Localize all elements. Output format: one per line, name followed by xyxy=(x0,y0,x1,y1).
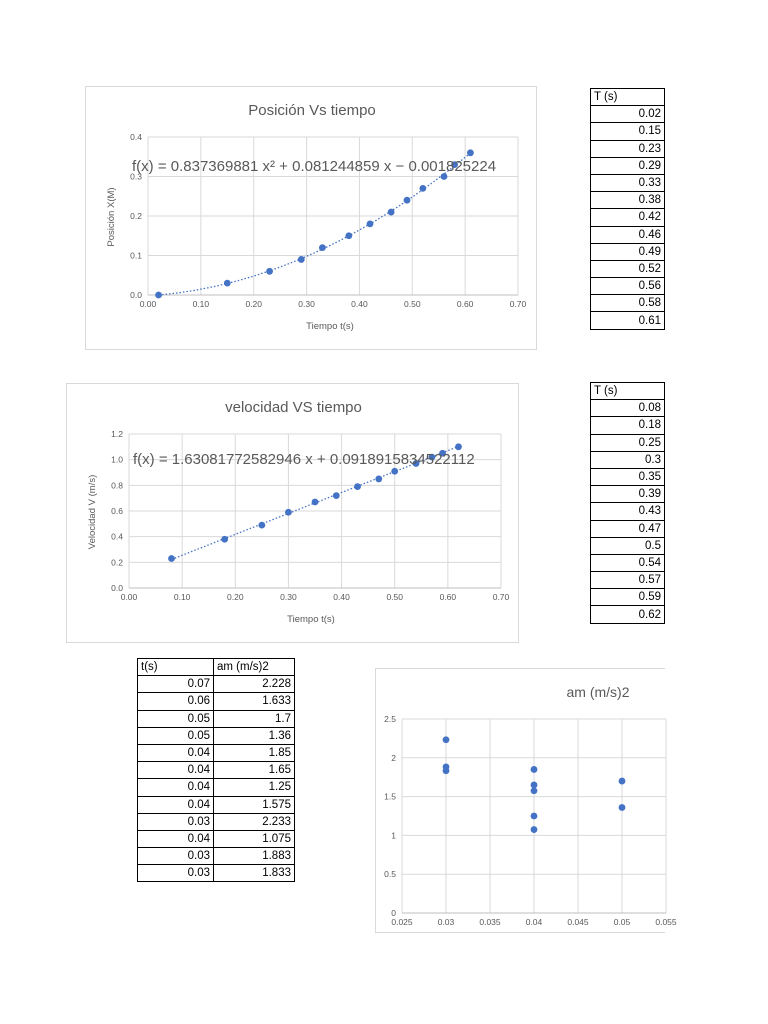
x-tick-label: 0.50 xyxy=(386,592,403,602)
data-point[interactable] xyxy=(375,476,382,483)
table-row xyxy=(138,710,295,727)
table-cell[interactable]: 0.15 xyxy=(591,123,665,140)
data-point[interactable] xyxy=(221,536,228,543)
table-row xyxy=(591,520,665,537)
y-tick-label: 0.2 xyxy=(130,211,142,221)
table-cell[interactable]: 1.36 xyxy=(214,727,295,744)
x-axis-label: Tiempo t(s) xyxy=(287,614,335,625)
table-row xyxy=(591,243,665,260)
table-cell[interactable]: 0.5 xyxy=(591,537,665,554)
x-tick-label: 0.025 xyxy=(391,917,413,927)
table-cell[interactable]: 0.59 xyxy=(591,589,665,606)
data-point[interactable] xyxy=(333,492,340,499)
table-row xyxy=(591,400,665,417)
table-row xyxy=(591,312,665,329)
position-chart-svg xyxy=(86,87,538,351)
x-tick-label: 0.30 xyxy=(280,592,297,602)
table-row xyxy=(591,606,665,623)
velocity-vs-time-chart[interactable] xyxy=(66,383,519,643)
table-header-cell[interactable]: am (m/s)2 xyxy=(214,659,295,676)
table-cell[interactable]: 0.04 xyxy=(138,796,214,813)
table-cell[interactable]: 1.85 xyxy=(214,744,295,761)
data-point[interactable] xyxy=(531,766,538,773)
x-tick-label: 0.03 xyxy=(437,917,455,927)
table-row xyxy=(591,106,665,123)
table-cell[interactable]: 0.03 xyxy=(138,848,214,865)
table-header-cell[interactable]: T (s) xyxy=(591,383,665,400)
acceleration-table xyxy=(137,658,295,882)
table-cell[interactable]: 0.04 xyxy=(138,830,214,847)
table-cell[interactable]: 0.62 xyxy=(591,606,665,623)
table-cell[interactable]: 1.7 xyxy=(214,710,295,727)
data-point[interactable] xyxy=(354,483,361,490)
table-cell[interactable]: 1.633 xyxy=(214,693,295,710)
x-tick-label: 0.60 xyxy=(456,299,474,309)
table-cell[interactable]: 2.233 xyxy=(214,813,295,830)
y-tick-label: 0.2 xyxy=(111,557,123,568)
data-point[interactable] xyxy=(258,522,265,529)
table-header-cell[interactable]: t(s) xyxy=(138,659,214,676)
table-cell[interactable]: 0.47 xyxy=(591,520,665,537)
table-row xyxy=(591,123,665,140)
table-header-row xyxy=(138,659,295,676)
table-row xyxy=(591,417,665,434)
data-point[interactable] xyxy=(285,509,292,516)
data-point[interactable] xyxy=(455,443,462,450)
table-row xyxy=(138,727,295,744)
data-point[interactable] xyxy=(531,826,538,833)
y-tick-label: 1.5 xyxy=(384,791,396,802)
table-cell[interactable]: 0.08 xyxy=(591,400,665,417)
time-table-velocity xyxy=(590,382,665,624)
table-row xyxy=(591,140,665,157)
table-cell[interactable]: 0.03 xyxy=(138,813,214,830)
x-tick-label: 0.40 xyxy=(351,299,368,309)
table-cell[interactable]: 0.02 xyxy=(591,106,665,123)
table-row xyxy=(591,209,665,226)
table-row xyxy=(138,676,295,693)
table-cell[interactable]: 0.33 xyxy=(591,174,665,191)
acceleration-chart[interactable] xyxy=(375,668,677,933)
y-tick-label: 0.4 xyxy=(130,132,142,142)
y-tick-label: 0.6 xyxy=(111,506,123,516)
data-point[interactable] xyxy=(619,804,626,811)
table-header-row xyxy=(591,89,665,106)
x-tick-label: 0.05 xyxy=(613,917,631,927)
chart-title: am (m/s)2 xyxy=(566,684,630,700)
y-tick-label: 0.4 xyxy=(111,531,123,542)
data-point[interactable] xyxy=(266,268,273,275)
acceleration-chart-svg xyxy=(376,669,677,934)
data-point[interactable] xyxy=(168,555,175,562)
x-tick-label: 0.055 xyxy=(655,917,677,927)
table-cell[interactable]: 2.228 xyxy=(214,676,295,693)
y-tick-label: 0.0 xyxy=(111,583,123,593)
table-header-row xyxy=(591,383,665,400)
table-cell[interactable]: 0.56 xyxy=(591,278,665,295)
table-cell[interactable]: 0.54 xyxy=(591,554,665,571)
table-row xyxy=(591,554,665,571)
y-tick-label: 0.3 xyxy=(130,171,142,182)
x-tick-label: 0.04 xyxy=(525,917,543,927)
table-row xyxy=(591,537,665,554)
table-row xyxy=(138,813,295,830)
data-point[interactable] xyxy=(443,736,450,743)
x-tick-label: 0.00 xyxy=(120,592,138,602)
data-point[interactable] xyxy=(298,256,305,263)
table-row xyxy=(591,260,665,277)
table-cell[interactable]: 0.25 xyxy=(591,434,665,451)
table-row xyxy=(591,278,665,295)
chart-title: Posición Vs tiempo xyxy=(248,102,376,119)
table-row xyxy=(591,434,665,451)
table-cell[interactable]: 0.52 xyxy=(591,260,665,277)
x-tick-label: 0.00 xyxy=(139,299,157,309)
x-tick-label: 0.70 xyxy=(492,592,510,602)
trendline-equation: f(x) = 0.837369881 x² + 0.081244859 x − 0.001825224 xyxy=(132,158,497,175)
table-cell[interactable]: 0.58 xyxy=(591,295,665,312)
table-row xyxy=(591,174,665,191)
table-row xyxy=(138,796,295,813)
y-tick-label: 2 xyxy=(391,752,396,763)
table-row xyxy=(591,589,665,606)
table-cell[interactable]: 0.42 xyxy=(591,209,665,226)
table-cell[interactable]: 0.46 xyxy=(591,226,665,243)
data-point[interactable] xyxy=(531,787,538,794)
data-point[interactable] xyxy=(531,782,538,789)
table-cell[interactable]: 1.833 xyxy=(214,865,295,882)
table-row xyxy=(138,693,295,710)
y-tick-label: 0.8 xyxy=(111,480,123,491)
data-point[interactable] xyxy=(467,149,474,156)
x-tick-label: 0.10 xyxy=(192,299,210,309)
table-cell[interactable]: 0.57 xyxy=(591,572,665,589)
table-cell[interactable]: 0.43 xyxy=(591,503,665,520)
y-tick-label: 2.5 xyxy=(384,714,396,724)
table-cell[interactable]: 0.29 xyxy=(591,157,665,174)
data-point[interactable] xyxy=(619,778,626,785)
table-row xyxy=(591,295,665,312)
table-row xyxy=(138,744,295,761)
y-tick-label: 1 xyxy=(391,830,396,841)
position-vs-time-chart[interactable] xyxy=(85,86,537,350)
table-row xyxy=(138,762,295,779)
x-tick-label: 0.045 xyxy=(567,917,589,927)
velocity-chart-svg xyxy=(67,384,520,644)
data-point[interactable] xyxy=(312,499,319,506)
table-cell[interactable]: 1.65 xyxy=(214,762,295,779)
y-axis-label: Velocidad V (m/s) xyxy=(87,474,98,550)
table-cell[interactable]: 1.883 xyxy=(214,848,295,865)
y-axis-label: Posición X(M) xyxy=(106,187,117,247)
table-row xyxy=(591,486,665,503)
table-row xyxy=(138,779,295,796)
data-point[interactable] xyxy=(443,767,450,774)
table-row xyxy=(591,157,665,174)
table-cell[interactable]: 0.61 xyxy=(591,312,665,329)
table-row xyxy=(138,830,295,847)
data-point[interactable] xyxy=(224,280,231,287)
data-point[interactable] xyxy=(531,813,538,820)
y-tick-label: 1.2 xyxy=(111,429,123,439)
data-point[interactable] xyxy=(404,197,411,204)
y-tick-label: 1.0 xyxy=(111,454,123,465)
table-cell[interactable]: 0.06 xyxy=(138,693,214,710)
table-cell[interactable]: 0.07 xyxy=(138,676,214,693)
data-point[interactable] xyxy=(388,209,395,216)
data-point[interactable] xyxy=(319,244,326,251)
table-row xyxy=(591,503,665,520)
table-row xyxy=(591,226,665,243)
data-point[interactable] xyxy=(367,221,374,228)
table-cell[interactable]: 0.04 xyxy=(138,744,214,761)
table-row xyxy=(591,451,665,468)
table-cell[interactable]: 0.04 xyxy=(138,779,214,796)
y-tick-label: 0.1 xyxy=(130,250,142,261)
data-point[interactable] xyxy=(345,232,352,239)
y-tick-label: 0.5 xyxy=(384,869,396,880)
table-row xyxy=(591,468,665,485)
table-cell[interactable]: 1.575 xyxy=(214,796,295,813)
table-cell[interactable]: 0.23 xyxy=(591,140,665,157)
data-point[interactable] xyxy=(391,468,398,475)
x-tick-label: 0.30 xyxy=(298,299,315,309)
x-tick-label: 0.70 xyxy=(509,299,527,309)
table-row xyxy=(138,848,295,865)
x-tick-label: 0.40 xyxy=(333,592,350,602)
table-cell[interactable]: 1.075 xyxy=(214,830,295,847)
chart-title: velocidad VS tiempo xyxy=(225,399,362,416)
x-tick-label: 0.035 xyxy=(479,917,501,927)
table-cell[interactable]: 0.05 xyxy=(138,710,214,727)
table-row xyxy=(138,865,295,882)
x-tick-label: 0.50 xyxy=(404,299,421,309)
time-table-position xyxy=(590,88,665,330)
table-cell[interactable]: 0.38 xyxy=(591,192,665,209)
x-tick-label: 0.20 xyxy=(227,592,244,602)
x-tick-label: 0.10 xyxy=(173,592,191,602)
x-tick-label: 0.20 xyxy=(245,299,262,309)
table-cell[interactable]: 0.04 xyxy=(138,762,214,779)
table-cell[interactable]: 0.35 xyxy=(591,468,665,485)
y-tick-label: 0 xyxy=(391,908,396,918)
table-cell[interactable]: 0.39 xyxy=(591,486,665,503)
x-axis-label: Tiempo t(s) xyxy=(306,321,354,332)
table-cell[interactable]: 0.49 xyxy=(591,243,665,260)
y-tick-label: 0.0 xyxy=(130,290,142,300)
data-point[interactable] xyxy=(419,185,426,192)
table-cell[interactable]: 0.03 xyxy=(138,865,214,882)
table-row xyxy=(591,572,665,589)
x-tick-label: 0.60 xyxy=(439,592,457,602)
table-row xyxy=(591,192,665,209)
table-cell[interactable]: 0.05 xyxy=(138,727,214,744)
table-cell[interactable]: 1.25 xyxy=(214,779,295,796)
table-header-cell[interactable]: T (s) xyxy=(591,89,665,106)
data-point[interactable] xyxy=(155,292,162,299)
table-cell[interactable]: 0.18 xyxy=(591,417,665,434)
table-cell[interactable]: 0.3 xyxy=(591,451,665,468)
trendline-equation: f(x) = 1.63081772582946 x + 0.0918915834522112 xyxy=(133,451,475,468)
